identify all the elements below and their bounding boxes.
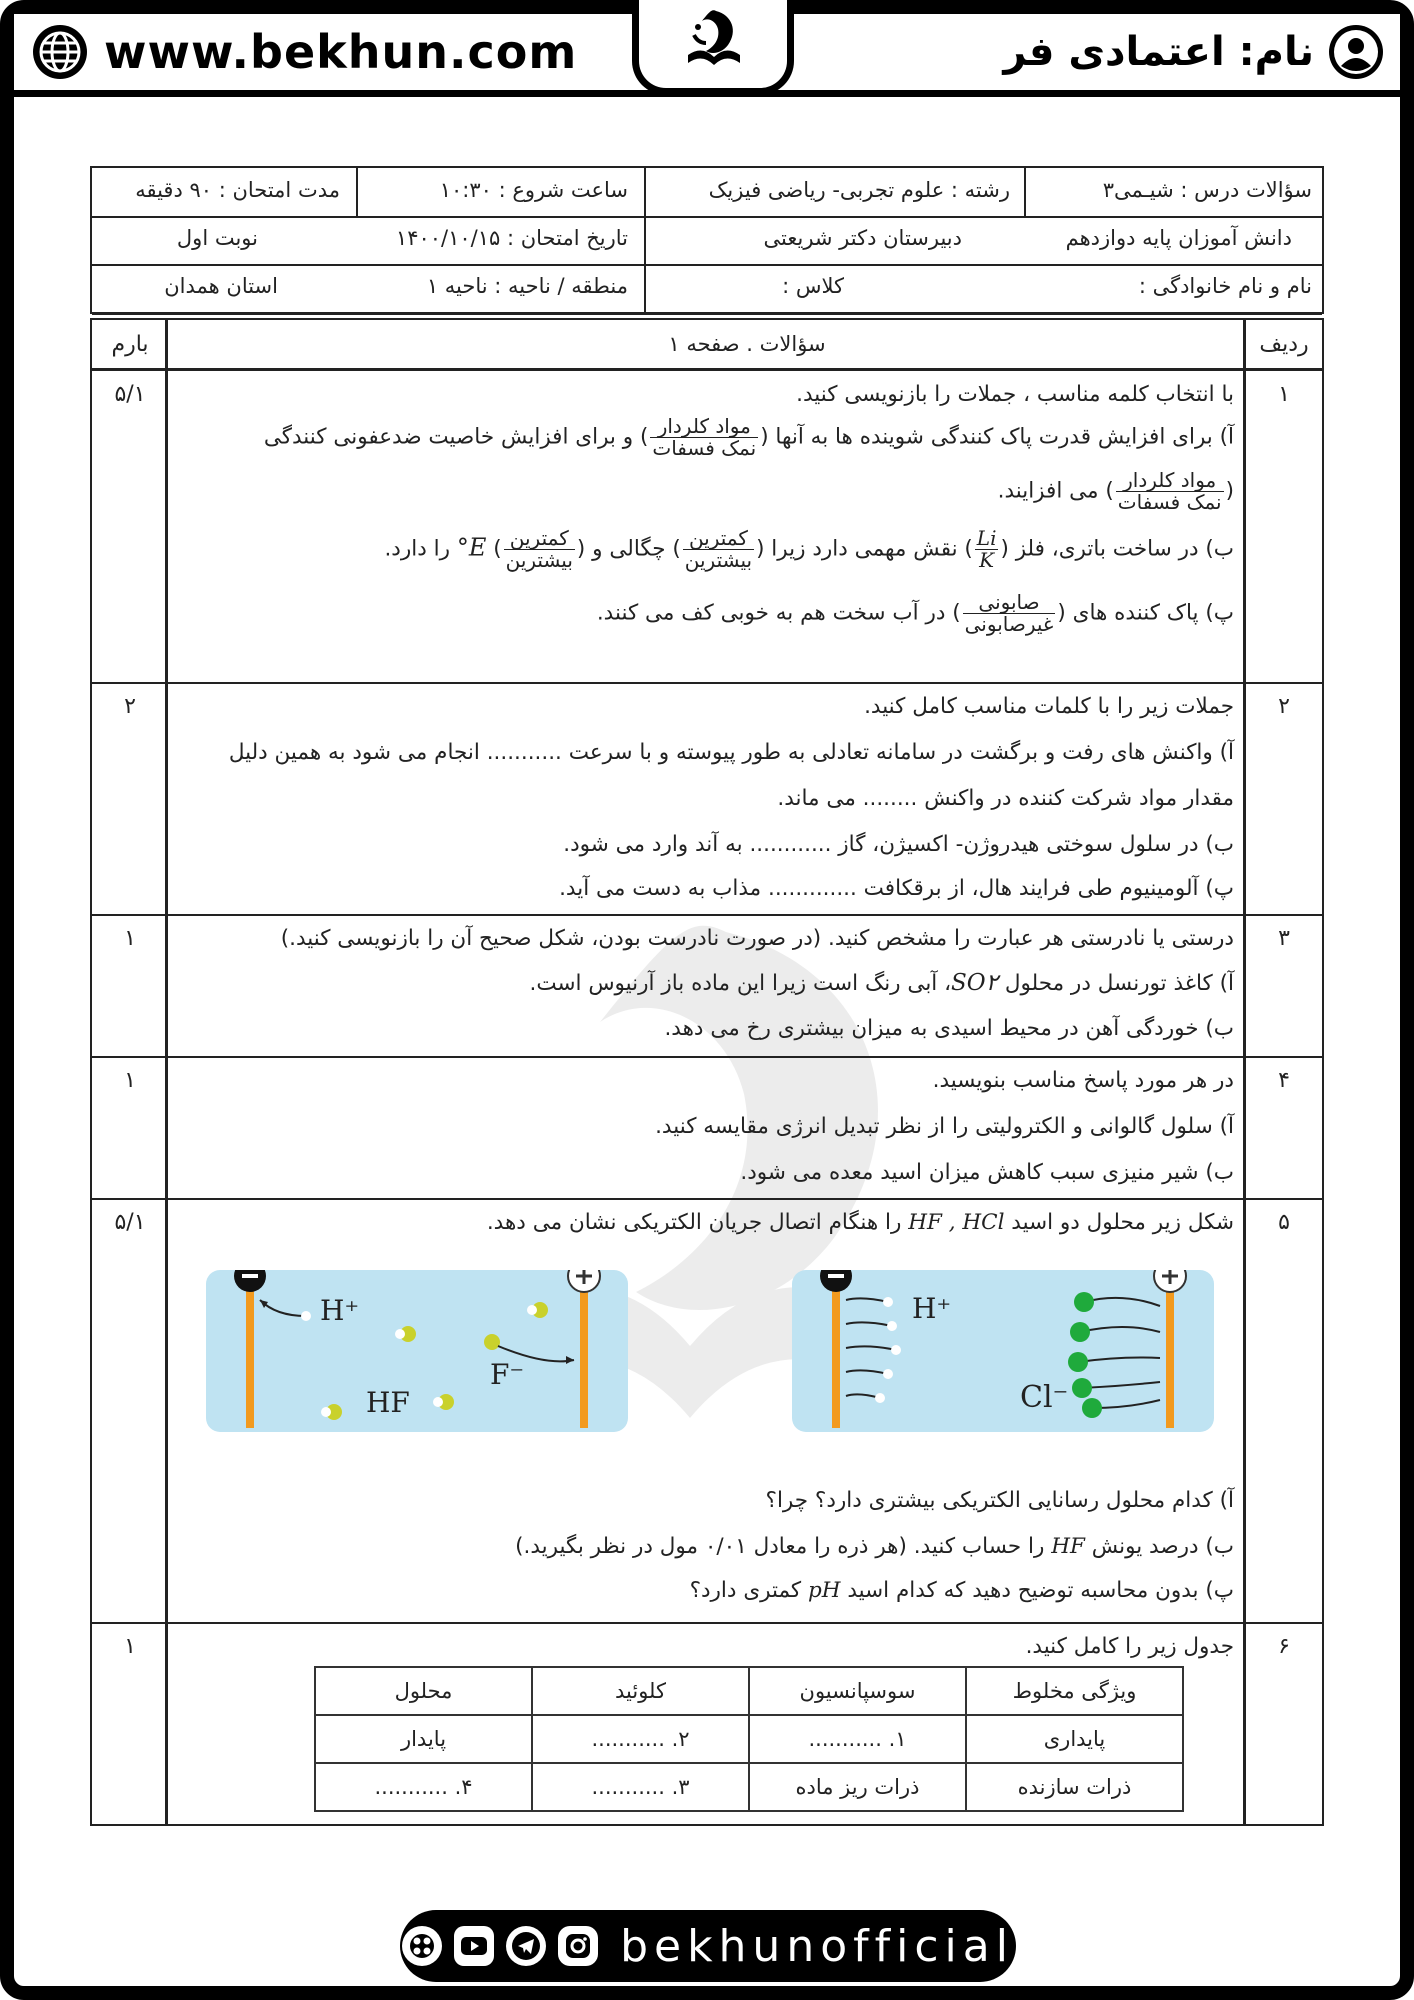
table-row <box>315 1763 1183 1811</box>
province: استان همدان <box>164 274 278 298</box>
q1-part-a-cont: ( $\frac{\text{مواد کلردار}}{\text{نمک فسفات}}$ ) می افزایند. <box>997 468 1234 514</box>
social-footer[interactable] <box>400 1910 1016 1982</box>
q5-number: ۵ <box>1278 1210 1290 1235</box>
table-cell: سوسپانسیون <box>749 1667 966 1715</box>
q3-score: ١ <box>124 926 136 951</box>
start-time: ساعت شروع : ١٠:٣٠ <box>439 178 628 202</box>
q2-part-a-cont: مقدار مواد شرکت کننده در واکنش ........ می ماند. <box>777 786 1234 811</box>
q4-number: ۴ <box>1278 1068 1290 1093</box>
q5-intro: شکل زیر محلول دو اسید HF , HCl را هنگام اتصال جریان الکتریکی نشان می دهد. <box>486 1210 1234 1235</box>
q1-part-c: پ) پاک کننده های ( $\frac{\text{صابونی}}{\text{غیرصابونی}}$ ) در آب سخت هم به خوبی کف می کنند. <box>596 590 1234 636</box>
globe-icon <box>30 22 90 82</box>
q6-number: ۶ <box>1278 1634 1290 1659</box>
q5-part-a: آ) کدام محلول رسانایی الکتریکی بیشتری دارد؟ چرا؟ <box>765 1488 1234 1513</box>
q3-part-a: آ) کاغذ تورنسل در محلول SO٢، آبی رنگ است زیرا این ماده باز آرنیوس است. <box>529 970 1234 996</box>
logo-icon <box>668 5 758 83</box>
instagram-icon[interactable] <box>558 1926 598 1966</box>
q3-part-b: ب) خوردگی آهن در محیط اسیدی به میزان بیشتری رخ می دهد. <box>664 1016 1234 1041</box>
table-cell: ٣. ........... <box>532 1763 749 1811</box>
q3-number: ٣ <box>1278 926 1290 951</box>
aparat-icon[interactable] <box>402 1926 442 1966</box>
name-label: نام: اعتمادی فر <box>1003 29 1314 75</box>
site-link[interactable] <box>30 20 577 84</box>
table-cell: ١. ........... <box>749 1715 966 1763</box>
exam-date: تاریخ امتحان : ١۴٠٠/١٠/١۵ <box>395 226 628 250</box>
fig-right-cl: Cl⁻ <box>1020 1380 1069 1415</box>
row-header: ردیف <box>1259 332 1309 357</box>
table-cell: ویژگی مخلوط <box>966 1667 1183 1715</box>
student-name <box>1003 20 1386 84</box>
q2-part-a: آ) واکنش های رفت و برگشت در سامانه تعادلی به طور پیوسته و با سرعت ........... انجام می شود به همین دلیل <box>228 740 1234 765</box>
fig-left-h: H⁺ <box>320 1294 360 1327</box>
students: دانش آموزان پایه دوازدهم <box>1065 226 1292 250</box>
q6-score: ١ <box>124 1634 136 1659</box>
fig-left-hf: HF <box>366 1386 410 1419</box>
q5-score: ١/۵ <box>114 1210 146 1235</box>
questions-table <box>90 318 1324 1826</box>
questions-header: سؤالات . صفحه ١ <box>668 332 826 356</box>
q1-intro: با انتخاب کلمه مناسب ، جملات را بازنویسی کنید. <box>796 382 1234 407</box>
site-url: www.bekhun.com <box>104 25 578 79</box>
q5-part-b: ب) درصد یونش HF را حساب کنید. (هر ذره را معادل ٠/٠١ مول در نظر بگیرید.) <box>515 1534 1234 1559</box>
q1-part-b: ب) در ساخت باتری، فلز ( $\frac{Li}{K}$ ) نقش مهمی دارد زیرا ( $\frac{\text{کمترین}}{\text{بیشترین}}$ ) چگالی و ( $\frac{\text{کمترین}}{\text{بیشترین}}$ ) E° را دارد. <box>384 526 1234 572</box>
q4-score: ١ <box>124 1068 136 1093</box>
q2-intro: جملات زیر را با کلمات مناسب کامل کنید. <box>864 694 1234 719</box>
subject: سؤالات درس : شیـمی٣ <box>1102 178 1312 202</box>
fig-left-f: F⁻ <box>490 1358 525 1391</box>
q2-part-b: ب) در سلول سوختی هیدروژن- اکسیژن، گاز ............ به آند وارد می شود. <box>563 832 1234 857</box>
q4-intro: در هر مورد پاسخ مناسب بنویسید. <box>932 1068 1234 1093</box>
table-cell: محلول <box>315 1667 532 1715</box>
social-handle: bekhunofficial <box>620 1920 1014 1972</box>
table-cell: ٢. ........... <box>532 1715 749 1763</box>
brand-logo <box>632 0 794 95</box>
q1-part-a: آ) برای افزایش قدرت پاک کنندگی شوینده ها به آنها ( $\frac{\text{مواد کلردار}}{\text{نمک فسفات}}$ ) و برای افزایش خاصیت ضدعفونی کنندگی <box>263 414 1234 460</box>
table-row <box>315 1667 1183 1715</box>
telegram-icon[interactable] <box>506 1926 546 1966</box>
q2-score: ٢ <box>124 694 136 719</box>
class: کلاس : <box>782 274 844 298</box>
table-cell: ۴. ........... <box>315 1763 532 1811</box>
duration: مدت امتحان : ٩٠ دقیقه <box>135 178 340 202</box>
table-cell: پایدار <box>315 1715 532 1763</box>
q1-number: ١ <box>1278 382 1290 407</box>
full-name: نام و نام خانوادگی : <box>1138 274 1312 298</box>
q5-part-c: پ) بدون محاسبه توضیح دهید که کدام اسید pH کمتری دارد؟ <box>689 1578 1234 1603</box>
table-cell: ذرات سازنده <box>966 1763 1183 1811</box>
q6-intro: جدول زیر را کامل کنید. <box>1025 1634 1234 1659</box>
exam-info-box <box>90 166 1324 314</box>
q2-number: ٢ <box>1278 694 1290 719</box>
q4-part-a: آ) سلول گالوانی و الکترولیتی را از نظر تبدیل انرژی مقایسه کنید. <box>655 1114 1234 1139</box>
user-icon <box>1326 22 1386 82</box>
region: منطقه / ناحیه : ناحیه ١ <box>426 274 628 298</box>
fig-right-h: H⁺ <box>912 1292 952 1325</box>
hf-molecule <box>527 1302 548 1318</box>
q6-table <box>314 1666 1184 1812</box>
q3-intro: درستی یا نادرستی هر عبارت را مشخص کنید. (در صورت نادرست بودن، شکل صحیح آن را بازنویسی کنید.) <box>280 926 1234 951</box>
hf-solution-figure <box>206 1270 628 1432</box>
table-cell: ذرات ریز ماده <box>749 1763 966 1811</box>
school: دبیرستان دکتر شریعتی <box>763 226 962 250</box>
q4-part-b: ب) شیر منیزی سبب کاهش میزان اسید معده می شود. <box>740 1160 1234 1185</box>
field: رشته : علوم تجربی- ریاضی فیزیک <box>708 178 1010 202</box>
youtube-icon[interactable] <box>454 1926 494 1966</box>
table-cell: کلوئید <box>532 1667 749 1715</box>
score-header: بارم <box>111 332 149 357</box>
turn: نوبت اول <box>176 226 258 250</box>
table-cell: پایداری <box>966 1715 1183 1763</box>
q2-part-c: پ) آلومینیوم طی فرایند هال، از برقکافت ............. مذاب به دست می آید. <box>559 876 1234 901</box>
hcl-solution-figure <box>792 1270 1214 1432</box>
table-row <box>315 1715 1183 1763</box>
q1-score: ١/۵ <box>114 382 146 407</box>
